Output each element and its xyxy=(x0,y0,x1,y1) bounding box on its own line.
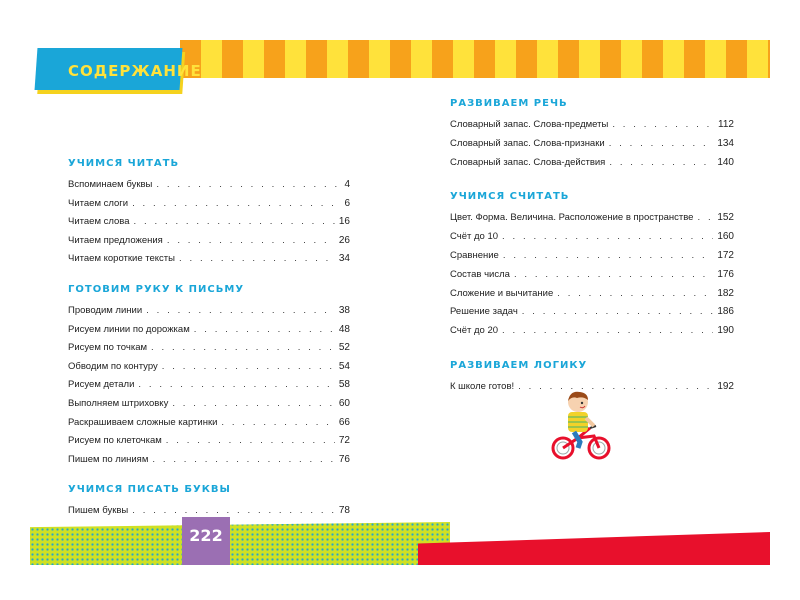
toc-entry-page: 54 xyxy=(338,360,350,372)
toc-entry[interactable] xyxy=(450,250,734,269)
toc-entry[interactable] xyxy=(68,435,350,454)
toc-entry-page: 182 xyxy=(717,287,734,299)
dot-leader xyxy=(146,305,335,316)
dot-leader xyxy=(503,250,713,261)
bottom-green-band xyxy=(30,522,450,565)
toc-entry[interactable] xyxy=(450,157,734,176)
toc-entry[interactable] xyxy=(68,198,350,217)
dot-leader xyxy=(167,235,335,246)
boy-on-bike-illustration xyxy=(550,390,612,462)
dot-leader xyxy=(194,324,335,335)
toc-entry-page: 60 xyxy=(338,397,350,409)
toc-entry-label: Вспоминаем буквы xyxy=(68,179,153,190)
toc-entry-page: 160 xyxy=(717,231,734,243)
toc-entry-label: Проводим линии xyxy=(68,304,143,316)
toc-entry-page: 48 xyxy=(338,323,350,335)
dot-leader xyxy=(152,454,335,465)
toc-entry-page: 26 xyxy=(338,234,350,246)
section-heading: УЧИМСЯ ПИСАТЬ БУКВЫ xyxy=(68,484,231,496)
toc-entry-page: 58 xyxy=(338,379,350,391)
page-number: 222 xyxy=(182,517,230,565)
toc-entry-label: Состав числа xyxy=(450,268,510,280)
section-heading: УЧИМСЯ ЧИТАТЬ xyxy=(68,158,180,169)
toc-entry-page: 66 xyxy=(338,416,350,428)
toc-right-column xyxy=(450,98,734,400)
toc-entry-label: Читаем предложения xyxy=(68,234,163,246)
toc-entry[interactable] xyxy=(68,454,350,473)
toc-entry[interactable] xyxy=(450,269,734,288)
section-heading: РАЗВИВАЕМ ЛОГИКУ xyxy=(450,359,588,371)
toc-entry-label: Обводим по контуру xyxy=(68,360,158,372)
toc-entry-label: Словарный запас. Слова-действия xyxy=(450,156,606,168)
toc-entry-page: 16 xyxy=(338,216,350,228)
toc-entry-page: 78 xyxy=(338,505,350,517)
header-stripes xyxy=(180,40,770,78)
dot-leader xyxy=(134,216,335,227)
toc-entry[interactable] xyxy=(450,231,734,250)
toc-entry-label: Читаем слоги xyxy=(68,197,129,209)
toc-entry-page: 76 xyxy=(338,453,350,465)
section-heading: РАЗВИВАЕМ РЕЧЬ xyxy=(450,98,568,109)
toc-entry-page: 134 xyxy=(717,137,734,149)
toc-entry-page: 140 xyxy=(717,156,734,168)
toc-section xyxy=(68,158,350,272)
dot-leader xyxy=(612,119,714,130)
toc-entry-label: Решение задач xyxy=(450,306,518,318)
toc-entry-page: 172 xyxy=(717,249,734,261)
section-heading: УЧИМСЯ СЧИТАТЬ xyxy=(450,191,570,203)
toc-entry-label: Счёт до 20 xyxy=(450,325,499,337)
toc-entry-label: Счёт до 10 xyxy=(450,231,499,243)
dot-leader xyxy=(502,325,713,336)
toc-entry-page: 112 xyxy=(718,119,734,130)
toc-entry[interactable] xyxy=(68,324,350,343)
toc-entry-page: 38 xyxy=(338,304,350,316)
dot-leader xyxy=(518,381,713,392)
book-spread xyxy=(30,40,770,565)
bottom-red-band xyxy=(418,532,770,565)
toc-entry[interactable] xyxy=(450,288,734,307)
toc-entry[interactable] xyxy=(68,216,350,235)
page-title: СОДЕРЖАНИЕ xyxy=(68,62,202,80)
dot-leader xyxy=(132,505,335,516)
toc-entry-page: 34 xyxy=(338,253,350,265)
toc-entry-label: Словарный запас. Слова-признаки xyxy=(450,137,605,149)
toc-entry[interactable] xyxy=(68,305,350,324)
dot-leader xyxy=(502,231,713,242)
toc-entry[interactable] xyxy=(68,417,350,436)
dot-leader xyxy=(172,398,335,409)
toc-entry[interactable] xyxy=(450,119,734,138)
dot-leader xyxy=(166,435,335,446)
toc-entry-label: Сложение и вычитание xyxy=(450,287,554,299)
dot-leader xyxy=(162,361,335,372)
toc-entry-page: 190 xyxy=(717,325,734,337)
toc-entry[interactable] xyxy=(68,179,350,198)
toc-entry-label: Раскрашиваем сложные картинки xyxy=(68,416,218,428)
toc-entry-label: Пишем по линиям xyxy=(68,453,149,465)
toc-entry-label: Читаем слова xyxy=(68,216,130,228)
toc-left-column xyxy=(68,158,350,524)
dot-leader xyxy=(697,212,713,223)
dot-leader xyxy=(156,179,340,190)
toc-entry[interactable] xyxy=(68,342,350,361)
toc-entry-page: 72 xyxy=(338,435,350,447)
dot-leader xyxy=(609,138,714,149)
toc-entry[interactable] xyxy=(68,361,350,380)
toc-entry-label: Пишем буквы xyxy=(68,505,129,517)
toc-entry-page: 152 xyxy=(717,212,734,224)
toc-entry-label: Словарный запас. Слова-предметы xyxy=(450,119,609,130)
dot-leader xyxy=(221,417,334,428)
toc-section xyxy=(68,284,350,472)
toc-entry-page: 186 xyxy=(717,306,734,318)
dot-leader xyxy=(151,342,335,353)
toc-entry[interactable] xyxy=(68,398,350,417)
toc-entry-label: Рисуем детали xyxy=(68,379,135,391)
toc-entry-label: Читаем короткие тексты xyxy=(68,253,175,265)
dot-leader xyxy=(514,269,713,280)
toc-entry-page: 192 xyxy=(717,380,734,392)
dot-leader xyxy=(179,253,335,264)
toc-entry[interactable] xyxy=(68,235,350,254)
dot-leader xyxy=(557,288,713,299)
toc-entry-page: 6 xyxy=(344,197,350,209)
toc-entry[interactable] xyxy=(450,306,734,325)
toc-entry-label: К школе готов! xyxy=(450,380,515,392)
toc-entry-page: 4 xyxy=(344,179,350,190)
toc-entry-label: Сравнение xyxy=(450,249,499,261)
toc-entry[interactable] xyxy=(450,138,734,157)
toc-entry[interactable] xyxy=(68,379,350,398)
toc-entry-label: Рисуем по клеточкам xyxy=(68,435,162,447)
dot-leader xyxy=(132,198,340,209)
toc-entry-label: Рисуем линии по дорожкам xyxy=(68,323,190,335)
toc-entry[interactable] xyxy=(450,212,734,231)
section-heading: ГОТОВИМ РУКУ К ПИСЬМУ xyxy=(68,283,245,295)
toc-entry-page: 176 xyxy=(717,268,734,280)
toc-section xyxy=(450,191,734,344)
toc-entry-label: Выполняем штриховку xyxy=(68,397,169,409)
toc-entry-page: 52 xyxy=(338,342,350,354)
dot-leader xyxy=(522,306,714,317)
toc-entry[interactable] xyxy=(68,253,350,272)
toc-entry-label: Рисуем по точкам xyxy=(68,342,148,354)
dot-leader xyxy=(138,379,334,390)
toc-section xyxy=(450,98,734,175)
dot-leader xyxy=(609,157,713,168)
toc-entry[interactable] xyxy=(450,325,734,344)
toc-entry-label: Цвет. Форма. Величина. Расположение в пространстве xyxy=(450,212,694,224)
